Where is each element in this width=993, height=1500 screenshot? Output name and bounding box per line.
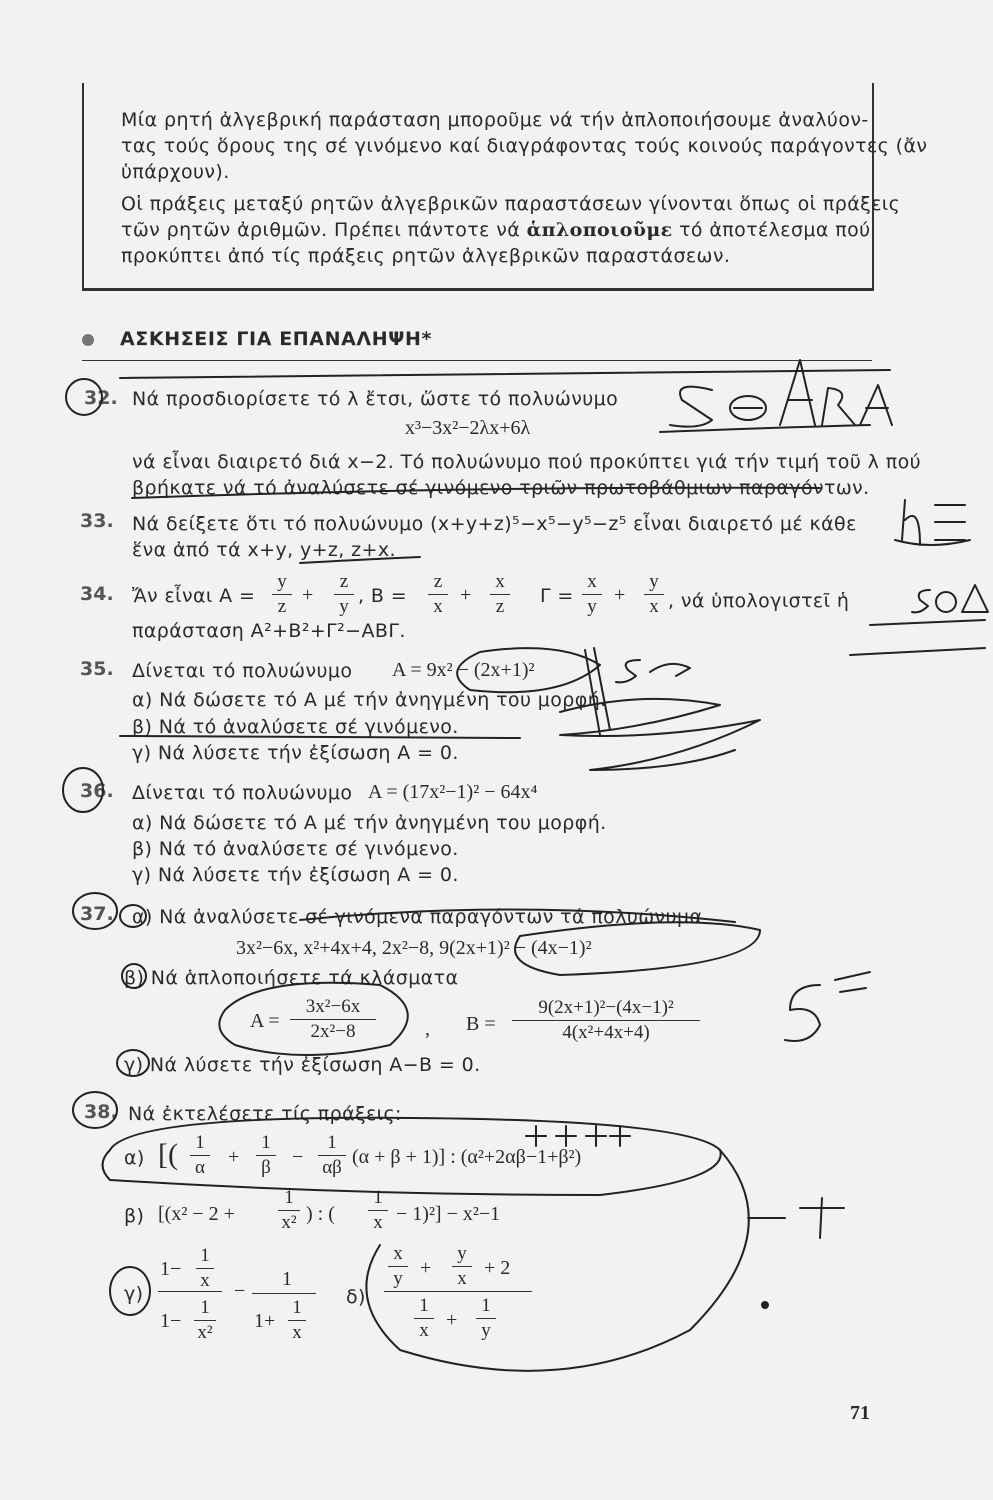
exercise-text: νά εἶναι διαιρετό διά x−2. Τό πολυώνυμο πού προκύπτει γιά τήν τιμή τοῦ λ πού xyxy=(132,451,921,473)
exercise-text: γ) Νά λύσετε τήν ἐξίσωση A = 0. xyxy=(132,742,459,764)
punctuation: , xyxy=(425,1018,430,1040)
circle-mark xyxy=(120,905,146,927)
underline-stroke xyxy=(120,736,520,738)
handwriting-mark xyxy=(670,387,712,427)
page-number: 71 xyxy=(850,1402,870,1424)
formula: 1− xyxy=(160,1310,182,1332)
bold-term: ἁπλοποιοῦμε xyxy=(526,219,673,241)
formula: x³−3x²−2λx+6λ xyxy=(405,417,531,439)
section-heading: ΑΣΚΗΣΕΙΣ ΓΙΑ ΕΠΑΝΑΛΗΨΗ* xyxy=(120,328,433,350)
item-label: β) xyxy=(124,1205,145,1227)
exercise-number: 37. xyxy=(80,903,114,925)
box-text-line: ὑπάρχουν). xyxy=(121,161,230,183)
circle-mark xyxy=(117,1050,149,1076)
exercise-number: 32. xyxy=(84,387,118,409)
underline-stroke xyxy=(300,909,735,922)
exercise-number: 33. xyxy=(80,510,114,532)
handwriting-mark xyxy=(936,592,956,612)
exercise-text: Νά δείξετε ὅτι τό πολυώνυμο (x+y+z)⁵−x⁵−y⁵−z⁵ εἶναι διαιρετό μέ κάθε xyxy=(132,513,857,535)
operator: + xyxy=(460,584,472,606)
exercise-text: Δίνεται τό πολυώνυμο xyxy=(132,660,353,682)
fraction: z y xyxy=(334,572,354,617)
formula: [(x² − 2 + xyxy=(158,1203,235,1225)
box-text-line: Μία ρητή ἀλγεβρική παράσταση μποροῦμε νά τήν ἁπλοποιήσουμε ἀναλύον- xyxy=(121,109,869,131)
operator: + xyxy=(302,584,314,606)
exercise-text: Γ = xyxy=(540,585,574,607)
box-text-line: τας τούς ὅρους της σέ γινόμενο καί διαγράφοντας τούς κοινούς παράγοντες (ἄν xyxy=(121,135,928,157)
formula: A = 9x² − (2x+1)² xyxy=(392,659,535,681)
fraction: y x xyxy=(644,572,664,617)
fraction: 1 x² xyxy=(194,1298,216,1343)
box-text-line: προκύπτει ἀπό τίς πράξεις ρητῶν ἀλγεβρικῶν παραστάσεων. xyxy=(121,245,731,267)
formula: 1 xyxy=(282,1268,292,1290)
exercise-text: α) Νά ἀναλύσετε σέ γινόμενα παραγόντων τά πολυώνυμα xyxy=(132,906,703,928)
formula: 3x²−6x, x²+4x+4, 2x²−8, 9(2x+1)² − (4x−1)² xyxy=(236,937,592,959)
exercise-number: 34. xyxy=(80,583,114,605)
underline-stroke xyxy=(300,557,420,563)
exercise-text: , νά ὑπολογιστεῖ ἡ xyxy=(668,590,850,612)
handwriting-mark xyxy=(616,660,690,682)
exercise-text: β) Νά τό ἀναλύσετε σέ γινόμενο. xyxy=(132,716,459,738)
fraction: x y xyxy=(582,572,602,617)
handwriting-mark xyxy=(526,1126,630,1146)
handwriting-mark xyxy=(835,972,870,992)
handwriting-mark xyxy=(902,500,965,545)
exercise-text: βρήκατε νά τό ἀναλύσετε σέ γινόμενο τριῶν πρωτοβάθμιων παραγόντων. xyxy=(132,477,870,499)
loop-stroke xyxy=(366,1150,748,1371)
fraction: 1 αβ xyxy=(318,1133,346,1178)
handwriting-mark xyxy=(912,590,930,612)
exercise-number: 38. xyxy=(84,1101,118,1123)
formula-label: B = xyxy=(466,1013,496,1035)
exercise-text: γ) Νά λύσετε τήν ἐξίσωση A−B = 0. xyxy=(124,1054,481,1076)
exercise-text: , B = xyxy=(358,585,408,607)
exercise-text: β) Νά ἁπλοποιήσετε τά κλάσματα xyxy=(124,967,459,989)
circle-mark xyxy=(219,983,407,1055)
fraction: y z xyxy=(272,572,292,617)
operator: + xyxy=(614,584,626,606)
fraction: 9(2x+1)²−(4x−1)² 4(x²+4x+4) xyxy=(512,998,700,1043)
fraction: 1 x xyxy=(414,1296,434,1341)
box-text-line: τῶν ρητῶν ἀριθμῶν. Πρέπει πάντοτε νά ἁπλοποιοῦμε τό ἀποτέλεσμα πού xyxy=(121,219,871,241)
exercise-text: παράσταση A²+B²+Γ²−ΑΒΓ. xyxy=(132,620,406,642)
operator: − xyxy=(234,1280,246,1302)
exercise-text: Δίνεται τό πολυώνυμο xyxy=(132,782,353,804)
circle-mark xyxy=(110,1267,150,1315)
formula: (α + β + 1)] : (α²+2αβ−1+β²) xyxy=(352,1146,582,1168)
exercise-text: ἕνα ἀπό τά x+y, y+z, z+x. xyxy=(132,539,396,561)
exercise-text: α) Νά δώσετε τό A μέ τήν ἀνηγμένη του μορφή. xyxy=(132,689,607,711)
fraction: 1 x² xyxy=(278,1188,300,1233)
exercise-number: 36. xyxy=(80,780,114,802)
dot-mark xyxy=(762,1302,768,1308)
circle-mark xyxy=(103,1118,721,1195)
item-label: α) xyxy=(124,1147,145,1169)
circle-mark xyxy=(63,768,103,812)
formula-label: A = xyxy=(250,1010,280,1032)
circle-mark xyxy=(515,922,760,975)
fraction: y x xyxy=(452,1244,472,1289)
item-label: δ) xyxy=(346,1286,366,1308)
fraction: z x xyxy=(428,572,448,617)
bracket: [( xyxy=(158,1138,178,1171)
fraction: 1 x xyxy=(368,1188,388,1233)
fraction: x y xyxy=(388,1244,408,1289)
fraction: 1 x xyxy=(196,1246,214,1291)
fraction: 1 α xyxy=(190,1133,210,1178)
operator: + xyxy=(446,1309,458,1331)
operator: + xyxy=(420,1257,432,1279)
formula: − 1)²] − x²−1 xyxy=(396,1203,501,1225)
item-label: γ) xyxy=(124,1283,144,1305)
underline-stroke xyxy=(120,370,890,378)
circle-mark xyxy=(122,964,146,988)
box-text-line: Οἱ πράξεις μεταξύ ρητῶν ἀλγεβρικῶν παραστάσεων γίνονται ὅπως οἱ πράξεις xyxy=(121,193,901,215)
exercise-text: γ) Νά λύσετε τήν ἐξίσωση A = 0. xyxy=(132,864,459,886)
fraction: 1 x xyxy=(288,1298,306,1343)
fraction: x z xyxy=(490,572,510,617)
handwriting-mark xyxy=(785,985,820,1041)
operator: − xyxy=(292,1146,304,1168)
fraction: 3x²−6x 2x²−8 xyxy=(290,997,376,1042)
formula: ) : ( xyxy=(306,1203,335,1225)
strike-line xyxy=(132,488,820,498)
exercise-text: α) Νά δώσετε τό A μέ τήν ἀνηγμένη του μορφή. xyxy=(132,812,607,834)
circle-mark xyxy=(73,893,117,929)
operator: + xyxy=(228,1146,240,1168)
circle-mark xyxy=(457,648,600,692)
exercise-text: Νά ἐκτελέσετε τίς πράξεις: xyxy=(128,1103,402,1125)
formula: 1+ xyxy=(254,1310,276,1332)
underline-stroke xyxy=(850,620,985,655)
handwriting-mark xyxy=(962,585,988,612)
exercise-text: β) Νά τό ἀναλύσετε σέ γινόμενο. xyxy=(132,838,459,860)
fraction: 1 β xyxy=(256,1133,276,1178)
circle-mark xyxy=(73,1092,117,1128)
formula: 1− xyxy=(160,1258,182,1280)
exercise-text: Νά προσδιορίσετε τό λ ἔτσι, ὥστε τό πολυώνυμο xyxy=(132,388,619,410)
circle-mark xyxy=(66,379,102,415)
exercise-text: Ἄν εἶναι A = xyxy=(132,585,256,607)
handwriting-mark xyxy=(748,1198,844,1238)
formula: + 2 xyxy=(484,1257,511,1279)
exercise-number: 35. xyxy=(80,658,114,680)
fraction: 1 y xyxy=(476,1296,496,1341)
formula: A = (17x²−1)² − 64x⁴ xyxy=(368,781,538,803)
